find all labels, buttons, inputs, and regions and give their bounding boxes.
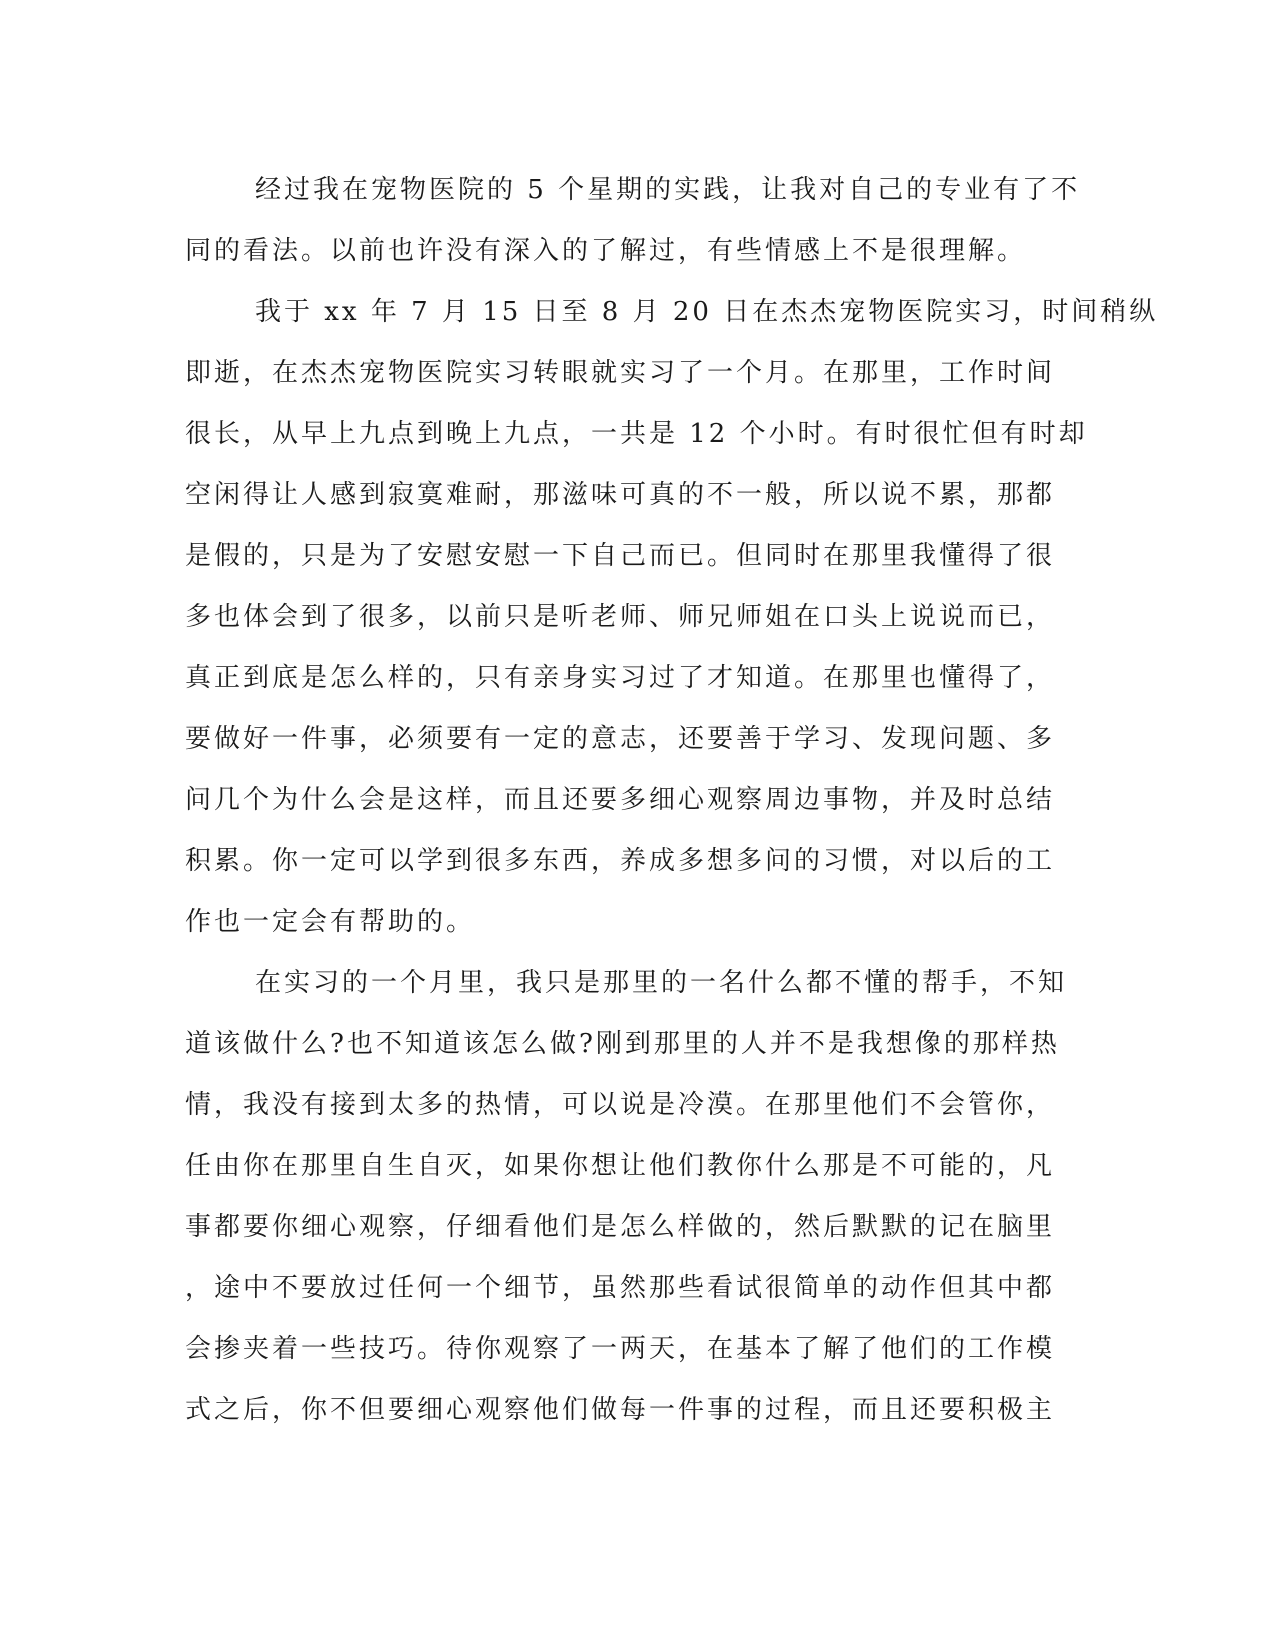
text-line: 问几个为什么会是这样，而且还要多细心观察周边事物，并及时总结 <box>185 785 1056 815</box>
text-line: 空闲得让人感到寂寞难耐，那滋味可真的不一般，所以说不累，那都 <box>185 480 1056 510</box>
text-line: 道该做什么?也不知道该怎么做?刚到那里的人并不是我想像的那样热 <box>185 1029 1060 1059</box>
text-line: 很长，从早上九点到晚上九点，一共是 12 个小时。有时很忙但有时却 <box>185 419 1088 449</box>
text-line: 同的看法。以前也许没有深入的了解过，有些情感上不是很理解。 <box>185 236 1027 266</box>
text-line: 即逝，在杰杰宠物医院实习转眼就实习了一个月。在那里，工作时间 <box>185 358 1056 388</box>
text-line: 任由你在那里自生自灭，如果你想让他们教你什么那是不可能的，凡 <box>185 1151 1056 1181</box>
text-line: 式之后，你不但要细心观察他们做每一件事的过程，而且还要积极主 <box>185 1395 1056 1425</box>
text-line: 情，我没有接到太多的热情，可以说是冷漠。在那里他们不会管你， <box>185 1090 1056 1120</box>
text-line: 真正到底是怎么样的，只有亲身实习过了才知道。在那里也懂得了， <box>185 663 1056 693</box>
paragraph-3 <box>185 953 1068 1441</box>
text-line: 是假的，只是为了安慰安慰一下自己而已。但同时在那里我懂得了很 <box>185 541 1056 571</box>
text-line: 在实习的一个月里，我只是那里的一名什么都不懂的帮手，不知 <box>255 968 1068 998</box>
text-line: 要做好一件事，必须要有一定的意志，还要善于学习、发现问题、多 <box>185 724 1056 754</box>
body-text <box>185 160 1159 1441</box>
text-line: ，途中不要放过任何一个细节，虽然那些看试很简单的动作但其中都 <box>185 1273 1056 1303</box>
text-line: 会掺夹着一些技巧。待你观察了一两天，在基本了解了他们的工作模 <box>185 1334 1056 1364</box>
text-line: 我于 xx 年 7 月 15 日至 8 月 20 日在杰杰宠物医院实习，时间稍纵 <box>255 297 1159 327</box>
text-line: 多也体会到了很多，以前只是听老师、师兄师姐在口头上说说而已， <box>185 602 1056 632</box>
text-line: 作也一定会有帮助的。 <box>185 907 476 937</box>
text-line: 积累。你一定可以学到很多东西，养成多想多问的习惯，对以后的工 <box>185 846 1056 876</box>
paragraph-1 <box>185 160 1081 282</box>
paragraph-2 <box>185 282 1159 953</box>
text-line: 事都要你细心观察，仔细看他们是怎么样做的，然后默默的记在脑里 <box>185 1212 1056 1242</box>
text-line: 经过我在宠物医院的 5 个星期的实践，让我对自己的专业有了不 <box>255 175 1081 205</box>
